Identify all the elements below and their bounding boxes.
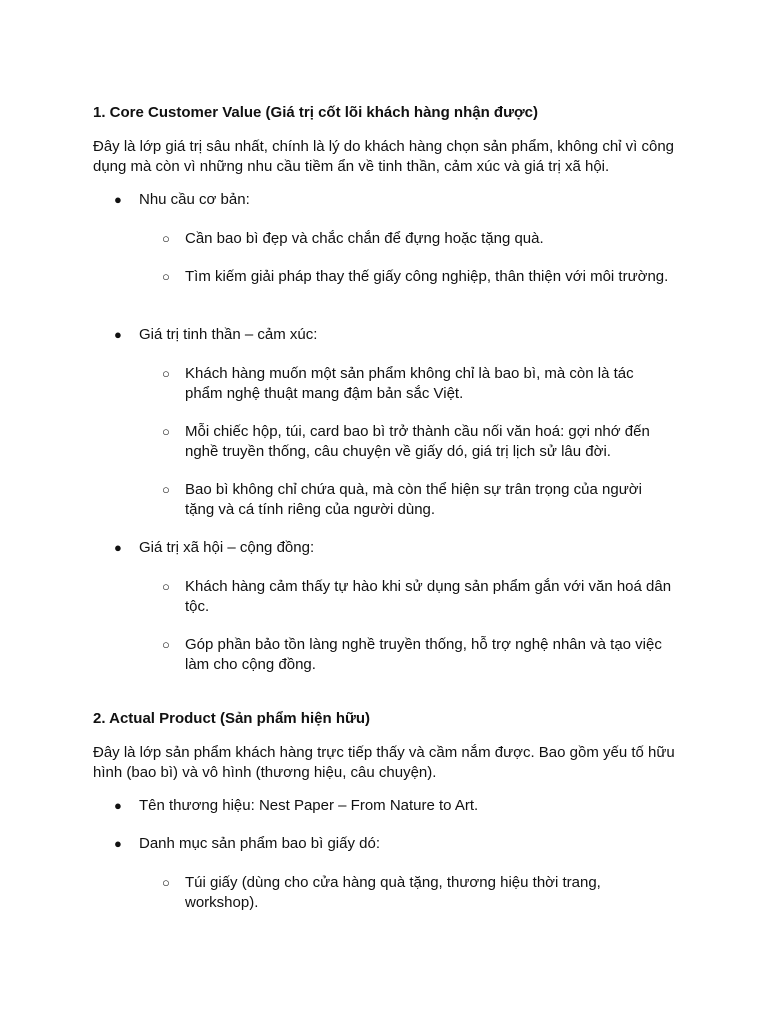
section-1-intro: Đây là lớp giá trị sâu nhất, chính là lý do khách hàng chọn sản phẩm, không chỉ vì công dụng mà còn vì những nhu cầu tiềm ẩn về tinh thần, cảm xúc và giá trị xã hội. [93,138,675,175]
sub-list-item-text: Bao bì không chỉ chứa quà, mà còn thể hiện sự trân trọng của người tặng và cá tính riêng của người dùng. [185,481,642,518]
section-1-heading: 1. Core Customer Value (Giá trị cốt lõi khách hàng nhận được) [93,104,538,121]
sub-list-item [162,873,672,912]
section-2-heading: 2. Actual Product (Sản phẩm hiện hữu) [93,710,370,727]
list-item-label: Tên thương hiệu: Nest Paper – From Nature to Art. [139,797,479,814]
sub-bullet-icon: ○ [162,637,170,652]
sub-bullet-icon: ○ [162,875,170,890]
sub-list-item [162,577,672,616]
sub-bullet-icon: ○ [162,579,170,594]
bullet-icon: ● [114,836,122,851]
sub-list-item [162,480,672,519]
bullet-icon: ● [114,327,122,342]
list-item-label: Giá trị xã hội – cộng đồng: [139,539,315,556]
sub-list-item [162,422,672,461]
sub-list-item [162,267,672,287]
bullet-icon: ● [114,540,122,555]
section-2-intro: Đây là lớp sản phẩm khách hàng trực tiếp thấy và cầm nắm được. Bao gồm yếu tố hữu hình (bao bì) và vô hình (thương hiệu, câu chuyện). [93,744,675,781]
sub-bullet-icon: ○ [162,366,170,381]
sub-bullet-icon: ○ [162,482,170,497]
sub-list-item-text: Khách hàng muốn một sản phẩm không chỉ là bao bì, mà còn là tác phẩm nghệ thuật mang đậm bản sắc Việt. [185,365,634,402]
bullet-icon: ● [114,192,122,207]
sub-list-item [162,364,672,403]
sub-bullet-icon: ○ [162,269,170,284]
sub-list-item-text: Tìm kiếm giải pháp thay thế giấy công nghiệp, thân thiện với môi trường. [185,268,669,285]
sub-bullet-icon: ○ [162,424,170,439]
sub-list-item-text: Mỗi chiếc hộp, túi, card bao bì trở thành cầu nối văn hoá: gợi nhớ đến nghề truyền thống, câu chuyện về giấy dó, giá trị lịch sử lâu đời. [185,423,650,460]
sub-list-item-text: Cần bao bì đẹp và chắc chắn để đựng hoặc tặng quà. [185,230,544,247]
list-item-label: Danh mục sản phẩm bao bì giấy dó: [139,835,380,852]
list-item-label: Nhu cầu cơ bản: [139,191,250,208]
sub-bullet-icon: ○ [162,231,170,246]
sub-list-item-text: Túi giấy (dùng cho cửa hàng quà tặng, thương hiệu thời trang, workshop). [185,874,601,911]
bullet-icon: ● [114,798,122,813]
list-item-label: Giá trị tinh thần – cảm xúc: [139,326,318,343]
sub-list-item-text: Khách hàng cảm thấy tự hào khi sử dụng sản phẩm gắn với văn hoá dân tộc. [185,578,672,615]
sub-list-item [162,229,672,249]
sub-list-item [162,635,672,674]
sub-list-item-text: Góp phần bảo tồn làng nghề truyền thống, hỗ trợ nghệ nhân và tạo việc làm cho cộng đồng. [185,636,662,673]
